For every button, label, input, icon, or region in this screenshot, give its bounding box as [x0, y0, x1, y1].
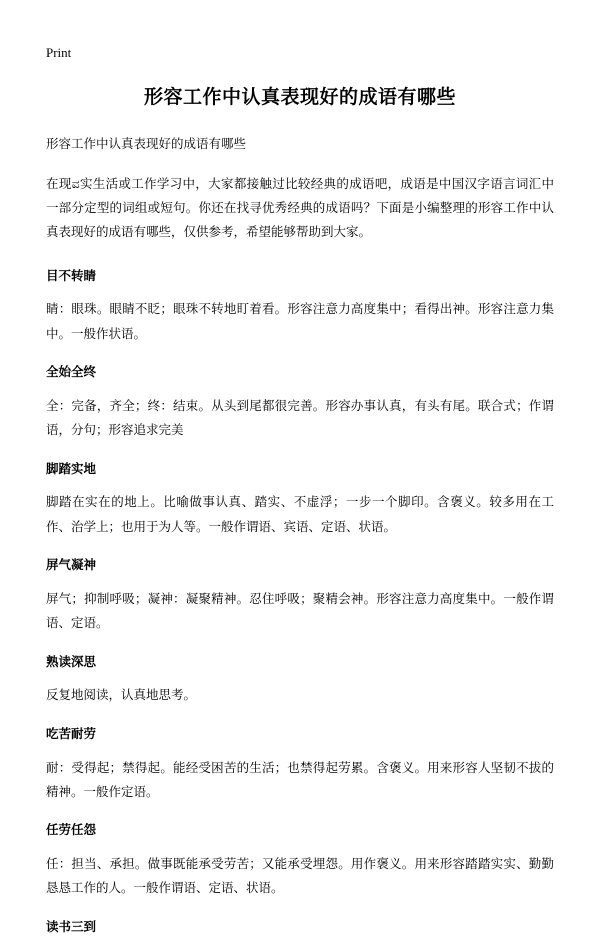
- idiom-section: [46, 460, 554, 540]
- idiom-section: [46, 725, 554, 805]
- idiom-section: [46, 821, 554, 901]
- document-intro: 在现ವ实生活或工作学习中，大家都接触过比较经典的成语吧，成语是中国汉字语言词汇中一部分定型的词组或短句。你还在找寻优秀经典的成语吗？下面是小编整理的形容工作中认真表现好的成语有哪些，仅供参考，希望能够帮助到大家。: [46, 176, 554, 240]
- idiom-title: 脚踏实地: [46, 461, 97, 476]
- idiom-body: 反复地阅读，认真地思考。: [46, 688, 197, 703]
- idiom-title: 读书三到: [46, 919, 97, 934]
- idiom-title: 屏气凝神: [46, 558, 97, 573]
- idiom-body: 耐：受得起；禁得起。能经受困苦的生活；也禁得起劳累。含褒义。用来形容人坚韧不拔的精神。一般作定语。: [46, 760, 554, 799]
- idiom-title: 任劳任怨: [46, 823, 97, 838]
- idiom-body: 任：担当、承担。做事既能承受劳苦；又能承受埋怨。用作褒义。用来形容踏踏实实、勤勤恳恳工作的人。一般作谓语、定语、状语。: [46, 857, 554, 896]
- idiom-section: [46, 556, 554, 636]
- idiom-body: 脚踏在实在的地上。比喻做事认真、踏实、不虚浮；一步一个脚印。含褒义。较多用在工作、治学上；也用于为人等。一般作谓语、宾语、定语、状语。: [46, 495, 554, 534]
- idiom-title: 熟读深思: [46, 654, 97, 669]
- idiom-title: 吃苦耐劳: [46, 726, 97, 741]
- page-title: 形容工作中认真表现好的成语有哪些: [143, 87, 456, 108]
- idiom-title: 目不转睛: [46, 268, 97, 283]
- document-subtitle: 形容工作中认真表现好的成语有哪些: [46, 136, 247, 151]
- idiom-body: 全：完备，齐全；终：结束。从头到尾都很完善。形容办事认真，有头有尾。联合式；作谓语，分句；形容追求完美: [46, 398, 554, 438]
- idiom-section: [46, 363, 554, 443]
- idiom-section: [46, 653, 554, 708]
- print-button[interactable]: Print: [46, 45, 72, 60]
- idiom-section: [46, 267, 554, 347]
- idiom-body: 睛：眼珠。眼睛不眨；眼珠不转地盯着看。形容注意力高度集中；看得出神。形容注意力集中。一般作状语。: [46, 302, 554, 341]
- idiom-title: 全始全终: [46, 365, 97, 380]
- idiom-body: 屏气；抑制呼吸；凝神：凝聚精神。忍住呼吸；聚精会神。形容注意力高度集中。一般作谓语、定语。: [46, 591, 554, 631]
